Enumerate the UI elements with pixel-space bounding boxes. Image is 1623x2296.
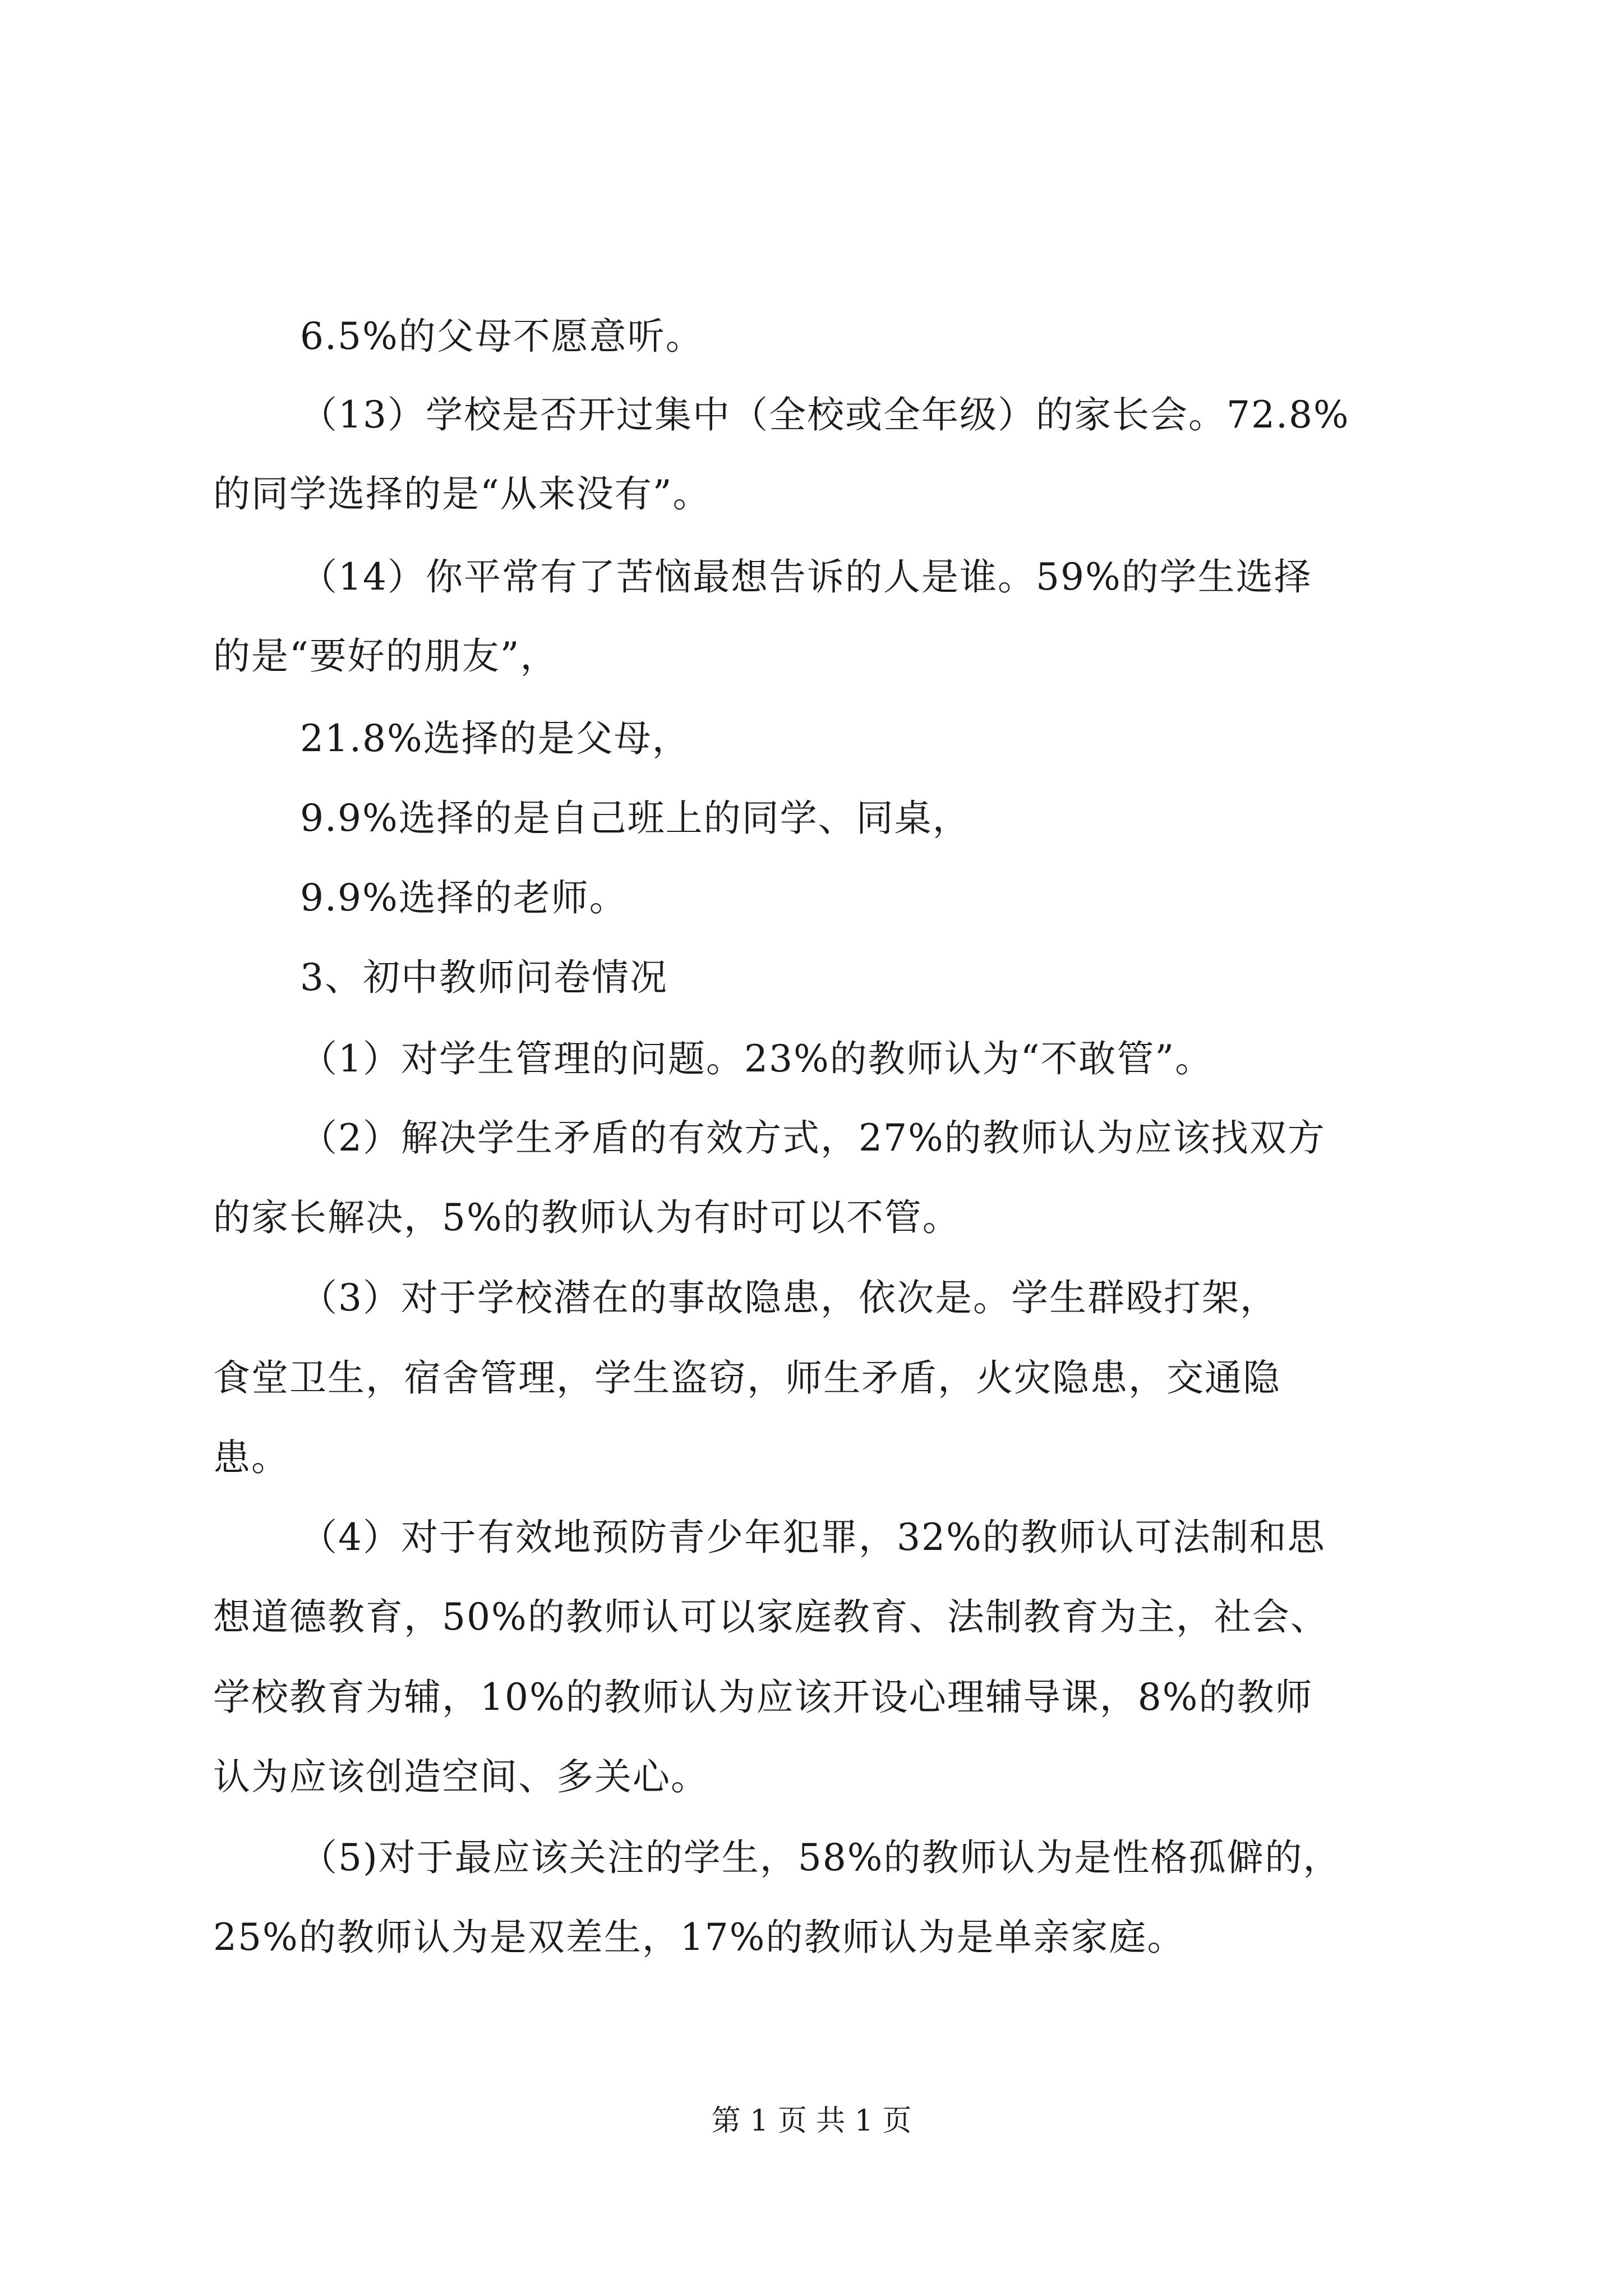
text-line: 认为应该创造空间、多关心。 — [213, 1755, 709, 1798]
text-line: 学校教育为辅，10%的教师认为应该开设心理辅导课，8%的教师 — [213, 1676, 1313, 1719]
text-line: （4）对于有效地预防青少年犯罪，32%的教师认可法制和思 — [300, 1516, 1326, 1559]
text-line: 的是“要好的朋友”， — [213, 634, 559, 678]
text-line: 患。 — [213, 1436, 289, 1479]
text-line: 想道德教育，50%的教师认可以家庭教育、法制教育为主，社会、 — [213, 1595, 1329, 1639]
text-line: 食堂卫生，宿舍管理，学生盗窃，师生矛盾，火灾隐患，交通隐 — [213, 1356, 1281, 1400]
text-line: （1）对学生管理的问题。23%的教师认为“不敢管”。 — [300, 1037, 1214, 1080]
text-line: 6.5%的父母不愿意听。 — [300, 315, 704, 358]
text-line: 25%的教师认为是双差生，17%的教师认为是单亲家庭。 — [213, 1916, 1186, 1959]
text-line: （2）解决学生矛盾的有效方式，27%的教师认为应该找双方 — [300, 1116, 1326, 1159]
text-line: （14）你平常有了苦恼最想告诉的人是谁。59%的学生选择 — [300, 555, 1312, 599]
text-line: （3）对于学校潜在的事故隐患，依次是。学生群殴打架， — [300, 1276, 1278, 1319]
text-line: 的同学选择的是“从来没有”。 — [213, 472, 711, 516]
text-line: （13）学校是否开过集中（全校或全年级）的家长会。72.8% — [300, 393, 1350, 436]
text-line: 9.9%选择的是自己班上的同学、同桌， — [300, 797, 971, 840]
section-heading: 3、初中教师问卷情况 — [300, 956, 668, 999]
text-line: 21.8%选择的是父母， — [300, 717, 690, 760]
text-line: 的家长解决，5%的教师认为有时可以不管。 — [213, 1196, 961, 1239]
page-footer: 第 1 页 共 1 页 — [711, 2104, 912, 2138]
text-line: （5)对于最应该关注的学生，58%的教师认为是性格孤僻的， — [300, 1836, 1341, 1879]
text-line: 9.9%选择的老师。 — [300, 876, 628, 919]
